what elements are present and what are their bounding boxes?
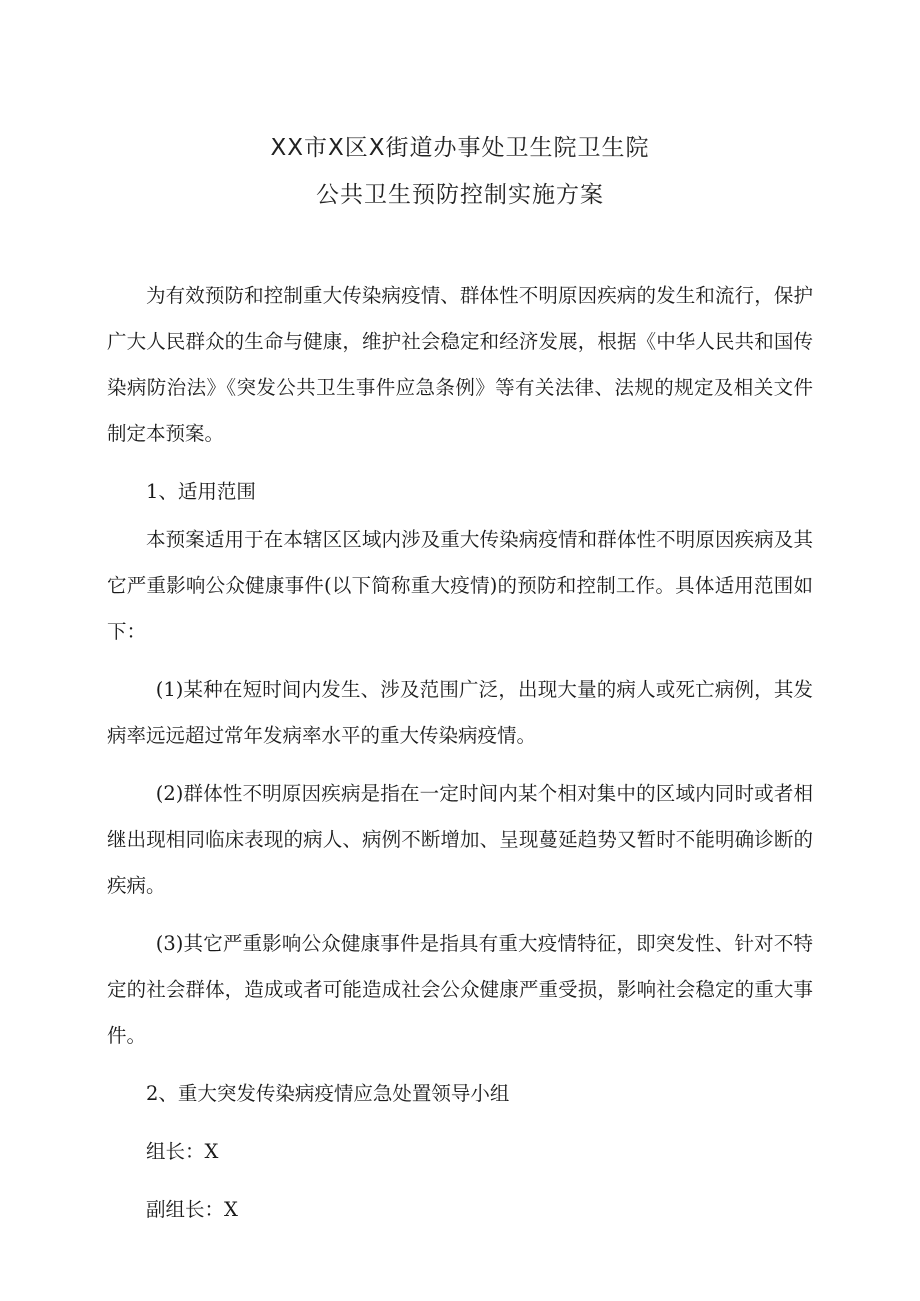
scope-item-1: (1)某种在短时间内发生、涉及范围广泛，出现大量的病人或死亡病例，其发病率远远超过常年发病率水平的重大传染病疫情。 <box>107 678 813 747</box>
deputy-leader-line: 副组长：X <box>146 1198 238 1221</box>
document-body <box>107 273 813 1233</box>
scope-paragraph: 本预案适用于在本辖区区域内涉及重大传染病疫情和群体性不明原因疾病及其它严重影响公众健康事件(以下简称重大疫情)的预防和控制工作。具体适用范围如下： <box>107 528 813 643</box>
scope-item-3: (3)其它严重影响公众健康事件是指具有重大疫情特征，即突发性、针对不特定的社会群体，造成或者可能造成社会公众健康严重受损，影响社会稳定的重大事件。 <box>107 932 813 1047</box>
section-heading-leadership: 2、重大突发传染病疫情应急处置领导小组 <box>146 1082 510 1105</box>
section-heading-scope: 1、适用范围 <box>146 480 256 503</box>
document-title-line1: XX市X区X街道办事处卫生院卫生院 <box>270 135 650 161</box>
document-title-line2: 公共卫生预防控制实施方案 <box>316 182 604 208</box>
scope-item-2: (2)群体性不明原因疾病是指在一定时间内某个相对集中的区域内同时或者相继出现相同临床表现的病人、病例不断增加、呈现蔓延趋势又暂时不能明确诊断的疾病。 <box>107 782 813 897</box>
leader-line: 组长：X <box>146 1140 219 1163</box>
intro-paragraph: 为有效预防和控制重大传染病疫情、群体性不明原因疾病的发生和流行，保护广大人民群众的生命与健康，维护社会稳定和经济发展，根据《中华人民共和国传染病防治法》《突发公共卫生事件应急条例》等有关法律、法规的规定及相关文件制定本预案。 <box>107 284 813 445</box>
